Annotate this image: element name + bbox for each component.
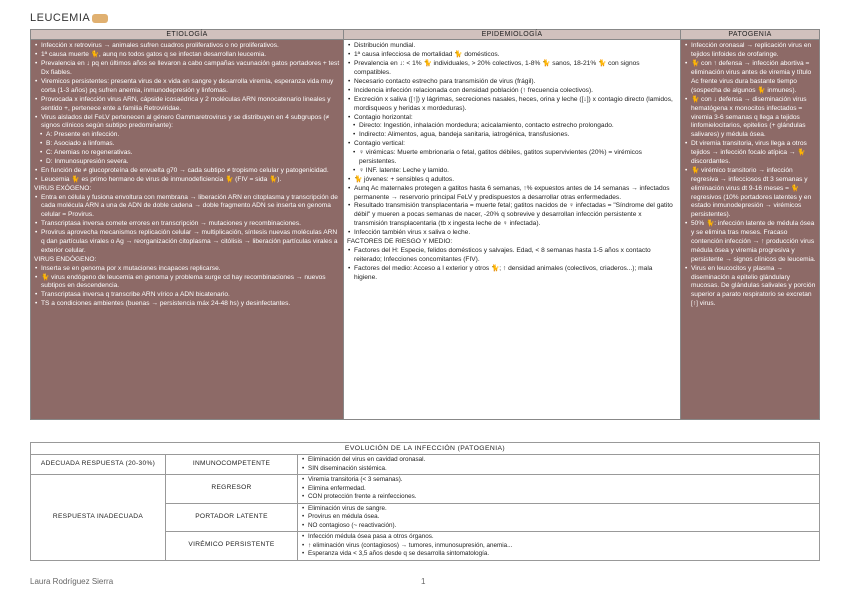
list-item: • Resultado transmisión transplacentaria = muerte fetal; gatitos nacidos de ♀ infectadas = "Síndrome del gatito débil" y mueren a pocas semanas de nacer, -20% q sobrevive y desarrollan infección persistente x transmisión transplacentaria (tb x ingesta leche de ♀ infectada). xyxy=(354,202,677,229)
list-item: • C: Anemias no regenerativas. xyxy=(46,149,340,158)
exo-list xyxy=(34,194,340,256)
page-number: 1 xyxy=(421,577,426,586)
immunocompetent-cell xyxy=(298,455,820,475)
list-item: • 50% 🐈: infección latente de médula ósea y se elimina tras meses. Fracaso contención infección → ↑ producción virus médula ósea y viremia progresiva y persistente → signos clínicos de leucemia. xyxy=(691,220,816,264)
list-item: • ♀ INF. latente: Leche y lamido. xyxy=(359,167,677,176)
list-item: • Infección médula ósea pasa a otros órganos. xyxy=(308,533,816,542)
list-item: • Factores del H: Especie, felidos domésticos y salvajes. Edad, < 8 semanas hasta 1-5 años x contacto reiterado; Infecciones concomitantes (FIV). xyxy=(354,247,677,265)
header-epidemiologia: EPIDEMIOLOGÍA xyxy=(344,30,681,40)
list-item: • Provirus aprovecha mecanismos replicación celular → multiplicación, síntesis nuevas moléculas ARN q dan partículas virales o Ag → reorganización citoplasma → citólisis → liberación partículas virales a exterior celular. xyxy=(41,229,340,256)
risk-list xyxy=(347,247,677,283)
cat-icon xyxy=(92,14,108,23)
list-item: • Distribución mundial. xyxy=(354,42,677,51)
list-item: • Provirus en médula ósea. xyxy=(308,513,816,522)
epidemiologia-list xyxy=(347,42,677,122)
exo-heading: VIRUS EXÓGENO: xyxy=(34,184,92,192)
epidemiologia-list-2 xyxy=(347,176,677,238)
etiologia-list xyxy=(34,42,340,131)
list-item: • Infección x retrovirus → animales sufren cuadros proliferativos o no proliferativos. xyxy=(41,42,340,51)
risk-heading: FACTORES DE RIESGO Y MEDIO: xyxy=(347,238,453,246)
etiologia-cell xyxy=(31,40,344,420)
vertical-list xyxy=(347,149,677,176)
list-item: • Contagio horizontal: xyxy=(354,114,677,123)
evolution-title: EVOLUCIÓN DE LA INFECCIÓN (PATOGENIA) xyxy=(31,443,820,455)
list-item: • A: Presente en infección. xyxy=(46,131,340,140)
list-item: • D: Inmunosupresión severa. xyxy=(46,158,340,167)
regressor-cell xyxy=(298,475,820,504)
list-item: • 🐈 con ↓ defensa → diseminación virus hematógena x monocitos infectados = viremia 3-6 semanas q llega a tejidos linfomielocitarios, epitelios (+ glándulas salivares) y médula ósea. xyxy=(691,96,816,140)
inadequate-response-label: RESPUESTA INADECUADA xyxy=(31,475,166,561)
list-item: • Elimina enfermedad. xyxy=(308,485,816,494)
list-item: • SIN diseminación sistémica. xyxy=(308,465,816,474)
patogenia-list xyxy=(684,42,816,309)
list-item: • Esperanza vida < 3,5 años desde q se desarrolla sintomatología. xyxy=(308,550,816,559)
list-item: • Infección oronasal → replicación virus en tejidos linfoides de orofaringe. xyxy=(691,42,816,60)
list-item: • Contagio vertical: xyxy=(354,140,677,149)
list-item: • Viremicos persistentes: presenta virus de x vida en sangre y desarrolla viremia, esperanza vida muy corta (1-3 años) pq sufren anemia, inmunodepresión y linfomas. xyxy=(41,78,340,96)
list-item: • En función de ≠ glucoproteína de envuelta g70 → cada subtipo ≠ tropismo celular y patogenicidad. xyxy=(41,167,340,176)
list-item: • NO contagioso (~ reactivación). xyxy=(308,522,816,531)
subtype-list xyxy=(34,131,340,167)
list-item: • 🐈 virémico transitorio → infección regresiva → infecciosos dt 3 semanas y eliminación virus dt 9-16 meses = 🐈 regresivos (10% portadores latentes y en estado inmunodepresión → virémicos persistentes). xyxy=(691,167,816,220)
list-item: • Incidencia infección relacionada con densidad población (↑ frecuencia colectivos). xyxy=(354,87,677,96)
list-item: • B: Asociado a linfomas. xyxy=(46,140,340,149)
list-item: • Aunq Ac maternales protegen a gatitos hasta 6 semanas, ↑% expuestos antes de 14 semanas → infectados permanente → reservorio principal FeLV y predispuestos a desarrollar otras enfermedades. xyxy=(354,185,677,203)
list-item: • 🐈 con ↑ defensa → infección abortiva = eliminación virus antes de viremia y título Ac frente virus dura bastante tiempo (sospecha de algunos 🐈 inmunes). xyxy=(691,60,816,96)
adequate-response-label: ADECUADA RESPUESTA (20-30%) xyxy=(31,455,166,475)
list-item: • Inserta se en genoma por x mutaciones incapaces replicarse. xyxy=(41,265,340,274)
list-item: • Leucemia 🐈 es primo hermano de virus de inmunodeficiencia 🐈 (FIV = sida 🐈). xyxy=(41,176,340,185)
immunocompetent-label: INMUNOCOMPETENTE xyxy=(166,455,298,475)
list-item: • Dt viremia transitoria, virus llega a otros tejidos → infección focalo atípica → 🐈 discordantes. xyxy=(691,140,816,167)
horizontal-list xyxy=(347,122,677,140)
list-item: • Eliminación virus de sangre. xyxy=(308,505,816,514)
list-item: • Virus en leucocitos y plasma → diseminación a epitelio glándulary mucosas. De glándulas salivales y porción superior a parato respiratorio se excretan [↑] virus. xyxy=(691,265,816,309)
latent-carrier-cell xyxy=(298,503,820,532)
persistent-viremic-label: VIRÉMICO PERSISTENTE xyxy=(166,532,298,561)
evolution-table xyxy=(30,442,820,561)
list-item: • Transcriptasa inversa q transcribe ARN vírico a ADN bicatenario. xyxy=(41,291,340,300)
list-item: • Eliminación del virus en cavidad oronasal. xyxy=(308,456,816,465)
list-item: • Viremia transitoria (< 3 semanas). xyxy=(308,476,816,485)
epidemiologia-cell xyxy=(344,40,681,420)
list-item: • 1ª causa muerte 🐈, aunq no todos gatos q se infectan desarrollan leucemia. xyxy=(41,51,340,60)
list-item: • Indirecto: Alimentos, agua, bandeja sanitaria, iatrogénica, transfusiones. xyxy=(359,131,677,140)
list-item: • Excreción x saliva ([↑]) y lágrimas, secreciones nasales, heces, orina y leche ([↓]) x contagio directo (lamidos, mordisqueos y heridas x mordeduras). xyxy=(354,96,677,114)
list-item: • ♀ virémicas: Muerte embrionaria o fetal, gatitos débiles, gatitos supervivientes (20%) = virémicos persistentes. xyxy=(359,149,677,167)
regressor-label: REGRESOR xyxy=(166,475,298,504)
list-item: • Transcriptasa inversa comete errores en transcripción → mutaciones y recombinaciones. xyxy=(41,220,340,229)
patogenia-cell xyxy=(681,40,820,420)
endo-heading: VIRUS ENDÓGENO: xyxy=(34,255,97,263)
list-item: • Provocada x infección virus ARN, cápside icosaédrica y 2 moléculas ARN monocatenario lineales y sentido +, pertenece ente a familia Retroviridae. xyxy=(41,96,340,114)
list-item: • Necesario contacto estrecho para transmisión de virus (frágil). xyxy=(354,78,677,87)
list-item: • Factores del medio: Acceso a l exterior y otros 🐈; ↑ densidad animales (colectivos, criaderos...); mala higiene. xyxy=(354,265,677,283)
header-patogenia: PATOGENIA xyxy=(681,30,820,40)
etiologia-list-2 xyxy=(34,167,340,185)
footer-author: Laura Rodríguez Sierra xyxy=(30,577,114,586)
list-item: • Infección también virus x saliva o leche. xyxy=(354,229,677,238)
list-item: • Directo: Ingestión, inhalación mordedura; acicalamiento, contacto estrecho prolongado. xyxy=(359,122,677,131)
main-table xyxy=(30,29,820,420)
list-item: • Prevalencia en ↓: < 1% 🐈 individuales, > 20% colectivos, 1-8% 🐈 sanos, 18-21% 🐈 con signos compatibles. xyxy=(354,60,677,78)
list-item: • ↑ eliminación virus (contagiosos) → tumores, inmunosupresión, anemia... xyxy=(308,542,816,551)
list-item: • TS a condiciones ambientes (buenas → persistencia máx 24-48 hs) y desinfectantes. xyxy=(41,300,340,309)
latent-carrier-label: PORTADOR LATENTE xyxy=(166,503,298,532)
list-item: • 1ª causa infecciosa de mortalidad 🐈 domésticos. xyxy=(354,51,677,60)
list-item: • 🐈 virus endógeno de leucemia en genoma y problema surge cd hay recombinaciones → nuevos subtipos en descendencia. xyxy=(41,274,340,292)
list-item: • Entra en célula y fusiona envoltura con membrana → liberación ARN en citoplasma y transcripción de cada molécula ARN a una de ADN de doble cadena → doble fragmento ADN se inserta en genoma celular = Provirus. xyxy=(41,194,340,221)
endo-list xyxy=(34,265,340,309)
list-item: • 🐈 jóvenes: + sensibles q adultos. xyxy=(354,176,677,185)
persistent-viremic-cell xyxy=(298,532,820,561)
header-etiologia: ETIOLOGÍA xyxy=(31,30,344,40)
page-title: LEUCEMIA xyxy=(30,12,108,24)
list-item: • Virus aislados del FeLV pertenecen al género Gammaretrovirus y se distribuyen en 4 subgrupos (≠ signos clínicos según subtipo predominante): xyxy=(41,114,340,132)
vertical-heading-list xyxy=(347,140,677,149)
list-item: • CON protección frente a reinfecciones. xyxy=(308,493,816,502)
list-item: • Prevalencia en ↓ pq en últimos años se llevaron a cabo campañas vacunación gatos portadores + test Dx fiables. xyxy=(41,60,340,78)
